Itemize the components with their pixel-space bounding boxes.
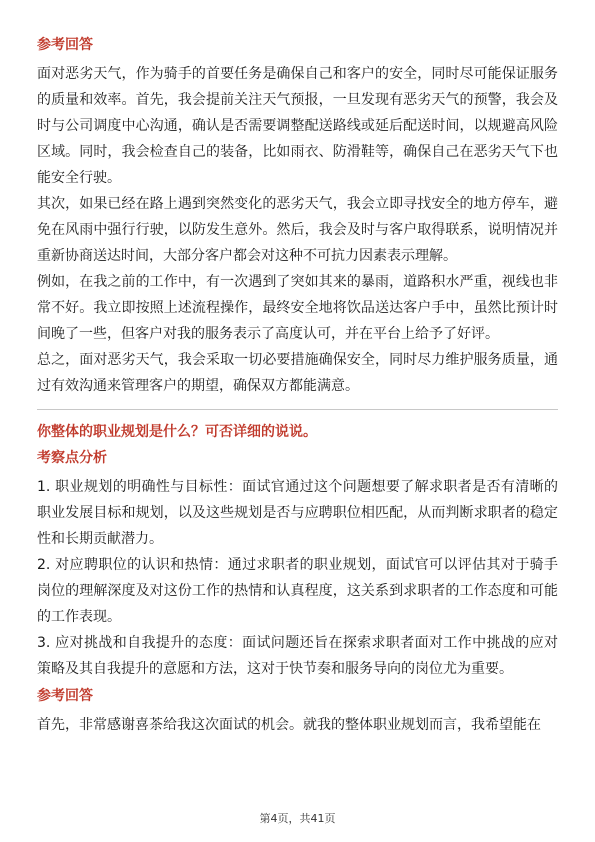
answer-paragraph: 总之，面对恶劣天气，我会采取一切必要措施确保安全，同时尽力维护服务质量，通过有效沟通来管理客户的期望，确保双方都能满意。 bbox=[37, 352, 558, 394]
answer-paragraph: 其次，如果已经在路上遇到突然变化的恶劣天气，我会立即寻找安全的地方停车，避免在风雨中强行行驶，以防发生意外。然后，我会及时与客户取得联系，说明情况并重新协商送达时间，大部分客户都会对这种不可抗力因素表示理解。 bbox=[37, 196, 558, 264]
reference-answer-heading: 参考回答 bbox=[37, 688, 93, 704]
page-number: 第4页，共41页 bbox=[259, 812, 336, 825]
reference-answer-heading: 参考回答 bbox=[37, 37, 93, 53]
analysis-item: 3. 应对挑战和自我提升的态度：面试问题还旨在探索求职者面对工作中挑战的应对策略及其自我提升的意愿和方法，这对于快节奏和服务导向的岗位尤为重要。 bbox=[37, 635, 558, 677]
answer-paragraph: 面对恶劣天气，作为骑手的首要任务是确保自己和客户的安全，同时尽可能保证服务的质量和效率。首先，我会提前关注天气预报，一旦发现有恶劣天气的预警，我会及时与公司调度中心沟通，确认是否需要调整配送路线或延后配送时间，以规避高风险区域。同时，我会检查自己的装备，比如雨衣、防滑鞋等，确保自己在恶劣天气下也能安全行驶。 bbox=[37, 66, 558, 186]
section-divider bbox=[37, 409, 558, 410]
analysis-heading: 考察点分析 bbox=[37, 450, 107, 466]
page-content bbox=[37, 35, 558, 738]
analysis-item: 1. 职业规划的明确性与目标性：面试官通过这个问题想要了解求职者是否有清晰的职业发展目标和规划，以及这些规划是否与应聘职位相匹配，从而判断求职者的稳定性和长期贡献潜力。 bbox=[37, 479, 558, 547]
question-heading: 你整体的职业规划是什么？可否详细的说说。 bbox=[37, 424, 317, 440]
answer-paragraph: 首先，非常感谢喜茶给我这次面试的机会。就我的整体职业规划而言，我希望能在 bbox=[37, 717, 541, 733]
answer-paragraph: 例如，在我之前的工作中，有一次遇到了突如其来的暴雨，道路积水严重，视线也非常不好。我立即按照上述流程操作，最终安全地将饮品送达客户手中，虽然比预计时间晚了一些，但客户对我的服务表示了高度认可，并在平台上给予了好评。 bbox=[37, 274, 558, 342]
analysis-item: 2. 对应聘职位的认识和热情：通过求职者的职业规划，面试官可以评估其对于骑手岗位的理解深度及对这份工作的热情和认真程度，这关系到求职者的工作态度和可能的工作表现。 bbox=[37, 557, 558, 625]
